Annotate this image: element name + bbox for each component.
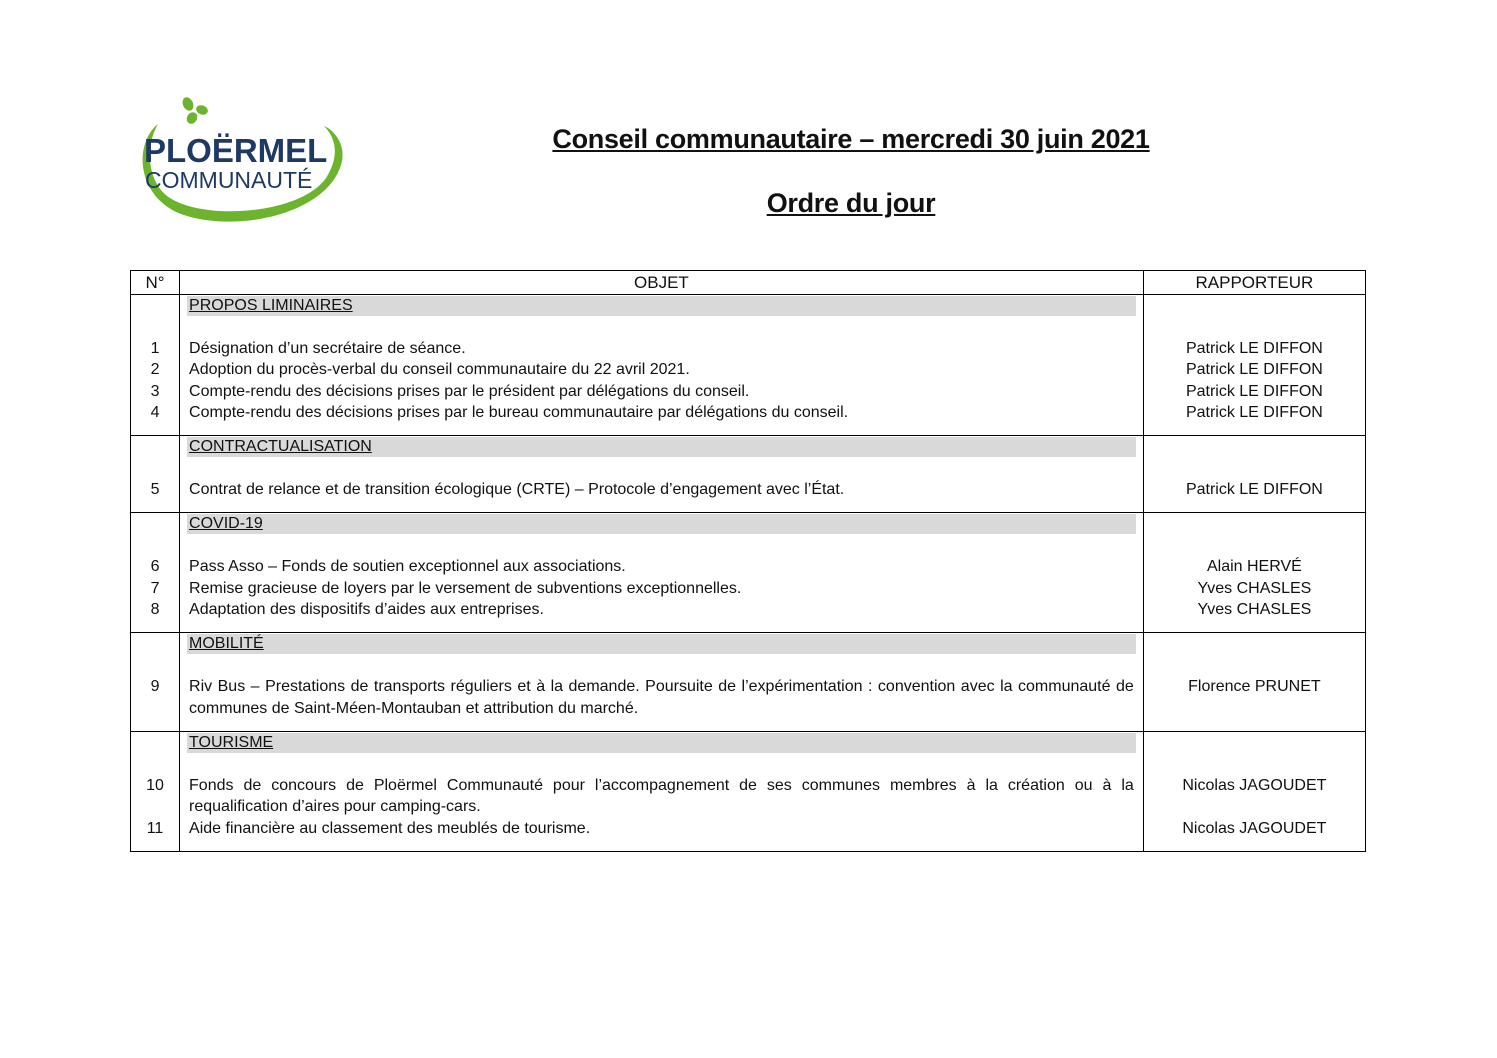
item-number: 6 — [150, 558, 160, 576]
item-number: 11 — [146, 819, 164, 837]
item-number: 5 — [150, 481, 160, 499]
item-rapporteur: Patrick LE DIFFON — [1185, 382, 1323, 400]
rapporteur-cell — [1143, 731, 1365, 851]
item-number: 4 — [150, 403, 160, 421]
section-heading: MOBILITÉ — [187, 634, 1136, 654]
item-rapporteur: Patrick LE DIFFON — [1185, 481, 1323, 499]
logo-line2: COMMUNAUTÉ — [145, 167, 313, 193]
section-row-propos-liminaires — [131, 295, 1366, 436]
section-row-mobilite — [131, 633, 1366, 732]
item-rapporteur: Yves CHASLES — [1197, 579, 1312, 597]
rapporteur-cell — [1143, 633, 1365, 732]
section-row-contractualisation — [131, 436, 1366, 513]
number-cell — [131, 436, 180, 513]
objet-cell — [180, 513, 1144, 633]
item-text: Adoption du procès-verbal du conseil communautaire du 22 avril 2021. — [189, 361, 690, 379]
column-header-objet: OBJET — [180, 271, 1144, 295]
item-text: Compte-rendu des décisions prises par le bureau communautaire par délégations du conseil. — [189, 403, 849, 421]
agenda-table — [130, 270, 1366, 852]
section-heading: TOURISME — [187, 733, 1136, 753]
item-number: 8 — [150, 601, 160, 619]
section-heading: COVID-19 — [187, 514, 1136, 534]
item-text: Remise gracieuse de loyers par le versement de subventions exceptionnelles. — [189, 579, 742, 597]
rapporteur-cell — [1143, 436, 1365, 513]
item-number: 9 — [150, 678, 160, 696]
item-number: 2 — [150, 361, 160, 379]
item-rapporteur: Alain HERVÉ — [1206, 558, 1302, 576]
objet-cell — [180, 436, 1144, 513]
column-header-number: N° — [131, 271, 180, 295]
item-rapporteur: Nicolas JAGOUDET — [1182, 819, 1327, 837]
number-cell — [131, 731, 180, 851]
item-text: Riv Bus – Prestations de transports réguliers et à la demande. Poursuite de l’expérimentation : convention avec la communauté de communes de Saint-Méen-Montauban et attribution du marché. — [189, 678, 1134, 717]
item-text: Pass Asso – Fonds de soutien exceptionnel aux associations. — [189, 558, 626, 576]
ploermel-communaute-logo — [136, 96, 346, 226]
rapporteur-cell — [1143, 295, 1365, 436]
item-text: Adaptation des dispositifs d’aides aux entreprises. — [189, 601, 544, 619]
item-text: Contrat de relance et de transition écologique (CRTE) – Protocole d’engagement avec l’État. — [189, 481, 845, 499]
item-number: 10 — [146, 776, 164, 794]
item-rapporteur: Nicolas JAGOUDET — [1182, 776, 1327, 794]
rapporteur-cell — [1143, 513, 1365, 633]
item-text: Fonds de concours de Ploërmel Communauté pour l’accompagnement de ses communes membres à la création ou à la requalification d’aires pour camping-cars. — [189, 776, 1134, 816]
item-rapporteur: Yves CHASLES — [1197, 601, 1312, 619]
item-rapporteur: Patrick LE DIFFON — [1185, 403, 1323, 421]
column-header-rapporteur: RAPPORTEUR — [1143, 271, 1365, 295]
item-number: 7 — [150, 579, 160, 597]
logo-line1: PLOËRMEL — [144, 132, 328, 169]
item-rapporteur: Patrick LE DIFFON — [1185, 361, 1323, 379]
section-heading: CONTRACTUALISATION — [187, 437, 1136, 457]
number-cell — [131, 295, 180, 436]
number-cell — [131, 633, 180, 732]
section-heading: PROPOS LIMINAIRES — [187, 296, 1136, 316]
number-cell — [131, 513, 180, 633]
item-text: Compte-rendu des décisions prises par le président par délégations du conseil. — [189, 382, 750, 400]
item-number: 3 — [150, 382, 160, 400]
item-text: Aide financière au classement des meublés de tourisme. — [189, 819, 591, 837]
page-title: Conseil communautaire – mercredi 30 juin 2021 — [552, 124, 1150, 154]
item-rapporteur: Patrick LE DIFFON — [1185, 340, 1323, 357]
page-subtitle: Ordre du jour — [766, 188, 936, 218]
item-text: Désignation d’un secrétaire de séance. — [189, 340, 466, 357]
objet-cell — [180, 731, 1144, 851]
item-number: 1 — [150, 340, 160, 357]
table-header-row — [131, 271, 1366, 295]
section-row-covid-19 — [131, 513, 1366, 633]
section-row-tourisme — [131, 731, 1366, 851]
item-rapporteur: Florence PRUNET — [1188, 678, 1321, 696]
objet-cell — [180, 295, 1144, 436]
objet-cell — [180, 633, 1144, 732]
